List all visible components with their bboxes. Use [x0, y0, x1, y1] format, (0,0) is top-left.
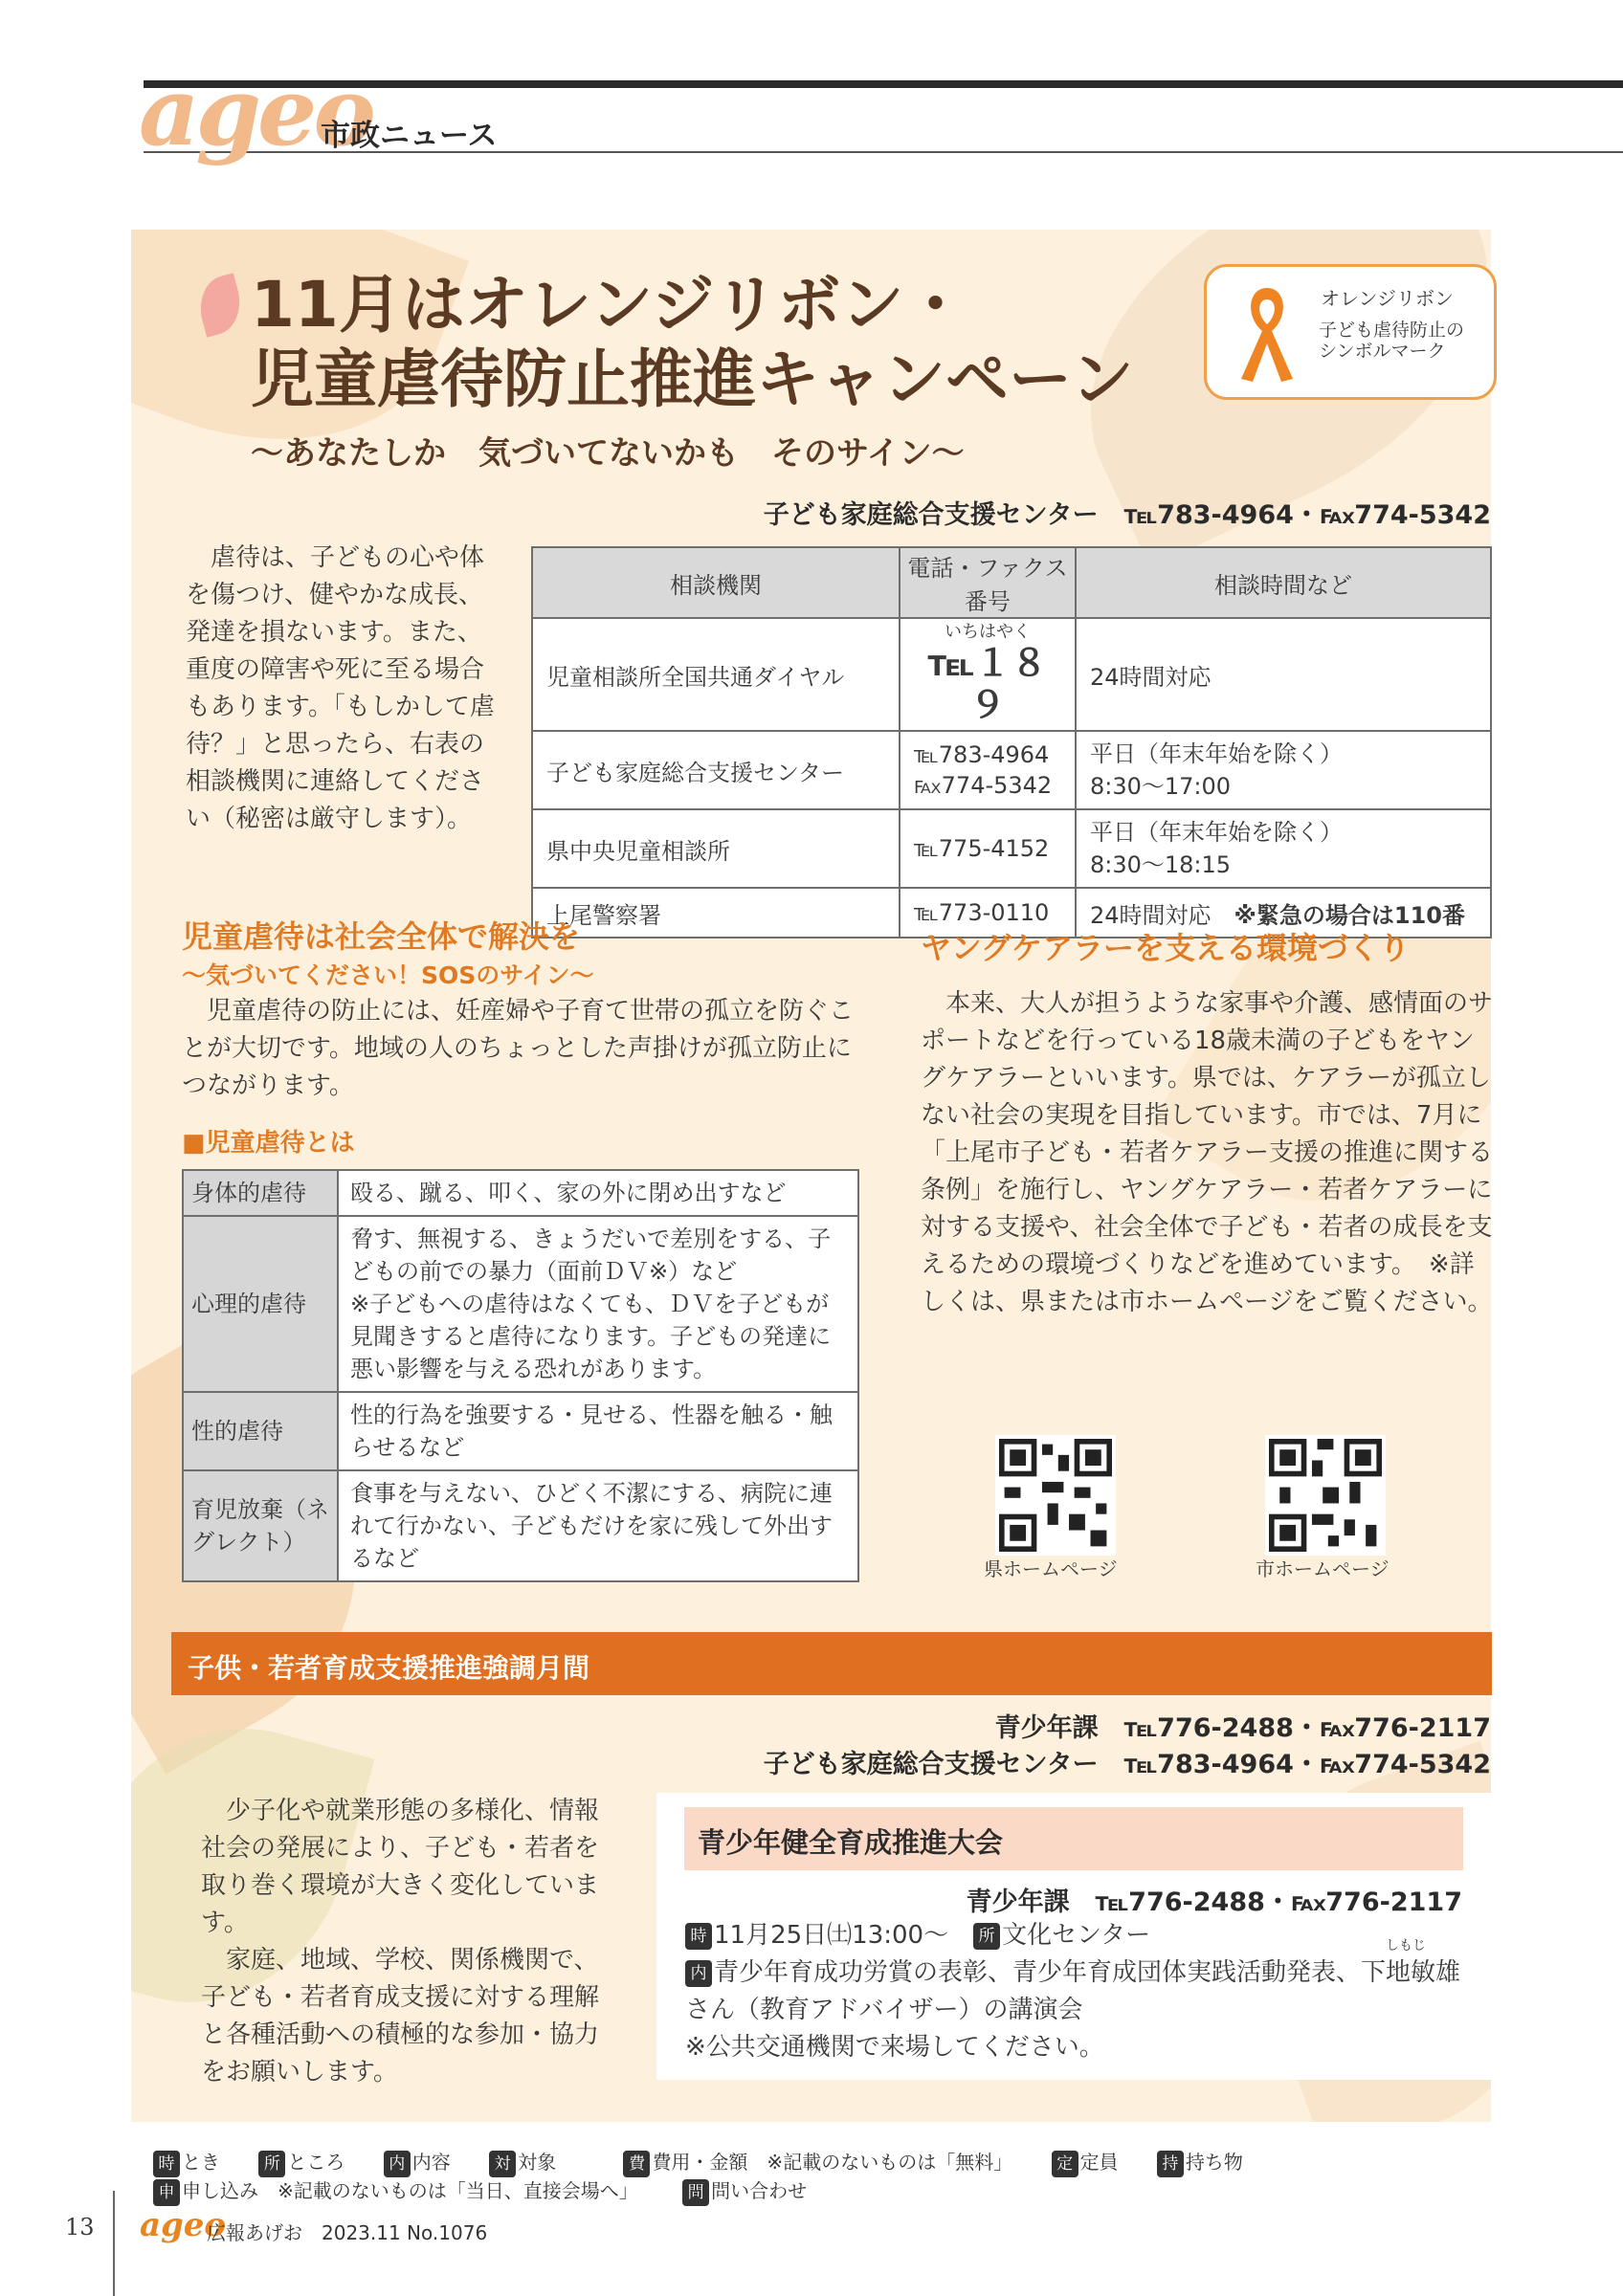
- legend-label: ところ: [287, 2151, 345, 2174]
- feature-intro: 虐待は、子どもの心や体を傷つけ、健やかな成長、発達を損ないます。また、重度の障害や死に至る場合もあります。「もしかして虐待？」と思ったら、右表の相談機関に連絡してください（秘密は厳守します）。: [186, 543, 495, 833]
- type-name: 育児放棄（ネグレクト）: [183, 1470, 338, 1581]
- legend-item: [153, 2151, 220, 2174]
- legend-label: 持ち物: [1185, 2151, 1243, 2174]
- feature-title-line1: 11月はオレンジリボン・: [251, 268, 967, 342]
- tel-cell: ℡773-0110: [900, 888, 1076, 938]
- abuse-types-table: [182, 1169, 859, 1582]
- table-row: [532, 731, 1491, 809]
- legend-item: [489, 2151, 556, 2174]
- month-contact-2: 子ども家庭総合支援センター ℡783-4964・℻774-5342: [763, 1750, 1491, 1779]
- legend-item: [153, 2179, 638, 2202]
- legend-row-1: [153, 2147, 1243, 2177]
- org-cell: 県中央児童相談所: [532, 809, 900, 888]
- type-name: 心理的虐待: [183, 1216, 338, 1392]
- legend-label: 対象: [518, 2151, 557, 2174]
- hours-cell: [1076, 731, 1491, 809]
- legend-item: [1052, 2151, 1119, 2174]
- col-header-hours: 相談時間など: [1076, 547, 1491, 618]
- feature-title: [251, 268, 1134, 417]
- consultation-table: [531, 546, 1492, 938]
- legend-badge-icon: 時: [153, 2151, 180, 2177]
- ageo-logo: ageo: [139, 57, 372, 167]
- table-row: [183, 1392, 858, 1470]
- col-header-tel: 電話・ファクス番号: [900, 547, 1076, 618]
- legend-item: [1157, 2151, 1243, 2174]
- event-content: 青少年育成功労賞の表彰、青少年育成団体実践活動発表、下地敏雄さん（教育アドバイザー）の講演会: [685, 1958, 1461, 2024]
- qr-code-icon: [1269, 1439, 1382, 1552]
- footer-publication: 広報あげお 2023.11 No.1076: [207, 2221, 488, 2244]
- ribbon-description: 子ども虐待防止のシンボルマーク: [1319, 320, 1465, 362]
- feature-subtitle: 〜あなたしか 気づいてないかも そのサイン〜: [251, 434, 965, 473]
- event-place: 文化センター: [1002, 1921, 1151, 1950]
- ruby-text: いちはやく: [945, 622, 1031, 642]
- legend-item: [682, 2179, 807, 2202]
- table-row: [532, 618, 1491, 731]
- young-carer-text: 本来、大人が担うような家事や介護、感情面のサポートなどを行っている18歳未満の子どもをヤングケアラーといいます。県では、ケアラーが孤立しない社会の実現を目指しています。市では、7月に「上尾市子ども・若者ケアラー支援の推進に関する条例」を施行し、ヤングケアラー・若者ケアラーに対する支援や、社会全体で子ども・若者の成長を支えるための環境づくりなどを進めています。 ※詳しくは、県または市ホームページをご覧ください。: [921, 989, 1494, 1316]
- event-contact: 青少年課 ℡776-2488・℻776-2117: [966, 1888, 1462, 1917]
- tel-cell: [900, 618, 1076, 731]
- legend-row-2: [153, 2175, 807, 2206]
- type-desc: 性的行為を強要する・見せる、性器を触る・触らせるなど: [338, 1392, 858, 1470]
- orange-ribbon-icon: [1234, 278, 1301, 384]
- feature-title-line2: 児童虐待防止推進キャンペーン: [251, 342, 1134, 416]
- event-time: 11月25日㈯13:00〜: [714, 1921, 974, 1950]
- section-label: 市政ニュース: [321, 119, 498, 153]
- page-number: 13: [65, 2214, 95, 2241]
- table-row: [183, 1470, 858, 1581]
- type-name: 身体的虐待: [183, 1170, 338, 1216]
- event-title: 青少年健全育成推進大会: [698, 1826, 1004, 1859]
- legend-item: [623, 2151, 1012, 2174]
- hours-cell: [1076, 809, 1491, 888]
- feature-contact: 子ども家庭総合支援センター ℡783-4964・℻774-5342: [763, 500, 1491, 530]
- legend-label: 申し込み ※記載のないものは「当日、直接会場へ」: [182, 2179, 638, 2202]
- month-band-title: 子供・若者育成支援推進強調月間: [188, 1652, 590, 1684]
- org-cell: 上尾警察署: [532, 888, 900, 938]
- qr-code-pref[interactable]: [995, 1435, 1116, 1556]
- ruby-shimoji: しもじ: [1386, 1938, 1426, 1954]
- table-row: [183, 1216, 858, 1392]
- type-name: 性的虐待: [183, 1392, 338, 1470]
- qr-code-city[interactable]: [1265, 1435, 1386, 1556]
- legend-badge-icon: 定: [1052, 2151, 1078, 2177]
- legend-label: 内容: [411, 2151, 451, 2174]
- legend-badge-icon: 申: [153, 2179, 180, 2206]
- qr-code-icon: [999, 1439, 1112, 1552]
- tel-189: ℡１８９: [927, 642, 1048, 726]
- legend-badge-icon: 内: [384, 2151, 411, 2177]
- footer-divider: [113, 2191, 115, 2296]
- qr-label-pref: 県ホームページ: [984, 1557, 1118, 1580]
- legend-badge-icon: 所: [258, 2151, 285, 2177]
- hours-text: 平日（年末年始を除く）: [1090, 740, 1343, 767]
- month-text-2: 家庭、地域、学校、関係機関で、子ども・若者育成支援に対する理解と各種活動への積極的な参加・協力をお願いします。: [201, 1946, 600, 2086]
- col-header-org: 相談機関: [532, 547, 900, 618]
- event-content-line: [685, 1938, 1470, 2029]
- type-desc: 脅す、無視する、きょうだいで差別をする、子どもの前での暴力（面前ＤＶ※）など ※子どもへの虐待はなくても、ＤＶを子どもが見聞きすると虐待になります。子どもの発達に悪い影響を与える恐れがあります。: [338, 1216, 858, 1392]
- event-note: ※公共交通機関で来場してください。: [685, 2033, 1104, 2062]
- type-desc: 殴る、蹴る、叩く、家の外に閉め出すなど: [338, 1170, 858, 1216]
- legend-label: 定員: [1079, 2151, 1119, 2174]
- young-carer-heading: ヤングケアラーを支える環境づくり: [921, 930, 1411, 966]
- month-text-1: 少子化や就業形態の多様化、情報社会の発展により、子ども・若者を取り巻く環境が大きく変化しています。: [201, 1797, 600, 1937]
- ribbon-title: オレンジリボン: [1321, 287, 1454, 310]
- society-text: 児童虐待の防止には、妊産婦や子育て世帯の孤立を防ぐことが大切です。地域の人のちょっとした声掛けが孤立防止につながります。: [182, 997, 855, 1100]
- table-row: [532, 809, 1491, 888]
- society-heading: 児童虐待は社会全体で解決を: [182, 918, 581, 955]
- qr-label-city: 市ホームページ: [1256, 1557, 1390, 1580]
- legend-badge-icon: 対: [489, 2151, 516, 2177]
- legend-label: 費用・金額 ※記載のないものは「無料」: [652, 2151, 1013, 2174]
- legend-label: 問い合わせ: [711, 2179, 808, 2202]
- table-row: [183, 1170, 858, 1216]
- legend-badge-icon: 問: [682, 2179, 709, 2206]
- hours-text: 24時間対応: [1090, 901, 1234, 929]
- hours-text: 平日（年末年始を除く）: [1090, 819, 1343, 846]
- legend-badge-icon: 持: [1157, 2151, 1184, 2177]
- definition-heading: ■児童虐待とは: [182, 1129, 355, 1158]
- time-badge-icon: 時: [685, 1923, 712, 1950]
- event-when-where: [685, 1917, 1470, 1954]
- tel-number: ℡783-4964: [914, 741, 1050, 768]
- event-details: [685, 1917, 1470, 2066]
- legend-label: とき: [182, 2151, 220, 2174]
- place-badge-icon: 所: [973, 1923, 1000, 1950]
- hours-time: 8:30〜18:15: [1090, 851, 1232, 878]
- fax-number: ℻774-5342: [914, 772, 1053, 799]
- emergency-note: ※緊急の場合は110番: [1234, 901, 1465, 929]
- legend-badge-icon: 費: [623, 2151, 650, 2177]
- tel-cell: [900, 731, 1076, 809]
- legend-item: [258, 2151, 345, 2174]
- month-contact-1: 青少年課 ℡776-2488・℻776-2117: [994, 1713, 1491, 1743]
- hours-cell: 24時間対応: [1076, 618, 1491, 731]
- tel-cell: ℡775-4152: [900, 809, 1076, 888]
- content-badge-icon: 内: [685, 1960, 712, 1987]
- hours-time: 8:30〜17:00: [1090, 773, 1232, 800]
- society-subheading: 〜気づいてください！SOSのサイン〜: [182, 961, 594, 989]
- legend-item: [384, 2151, 451, 2174]
- org-cell: 子ども家庭総合支援センター: [532, 731, 900, 809]
- type-desc: 食事を与えない、ひどく不潔にする、病院に連れて行かない、子どもだけを家に残して外出するなど: [338, 1470, 858, 1581]
- footer-logo: ageo: [140, 2206, 227, 2244]
- org-cell: 児童相談所全国共通ダイヤル: [532, 618, 900, 731]
